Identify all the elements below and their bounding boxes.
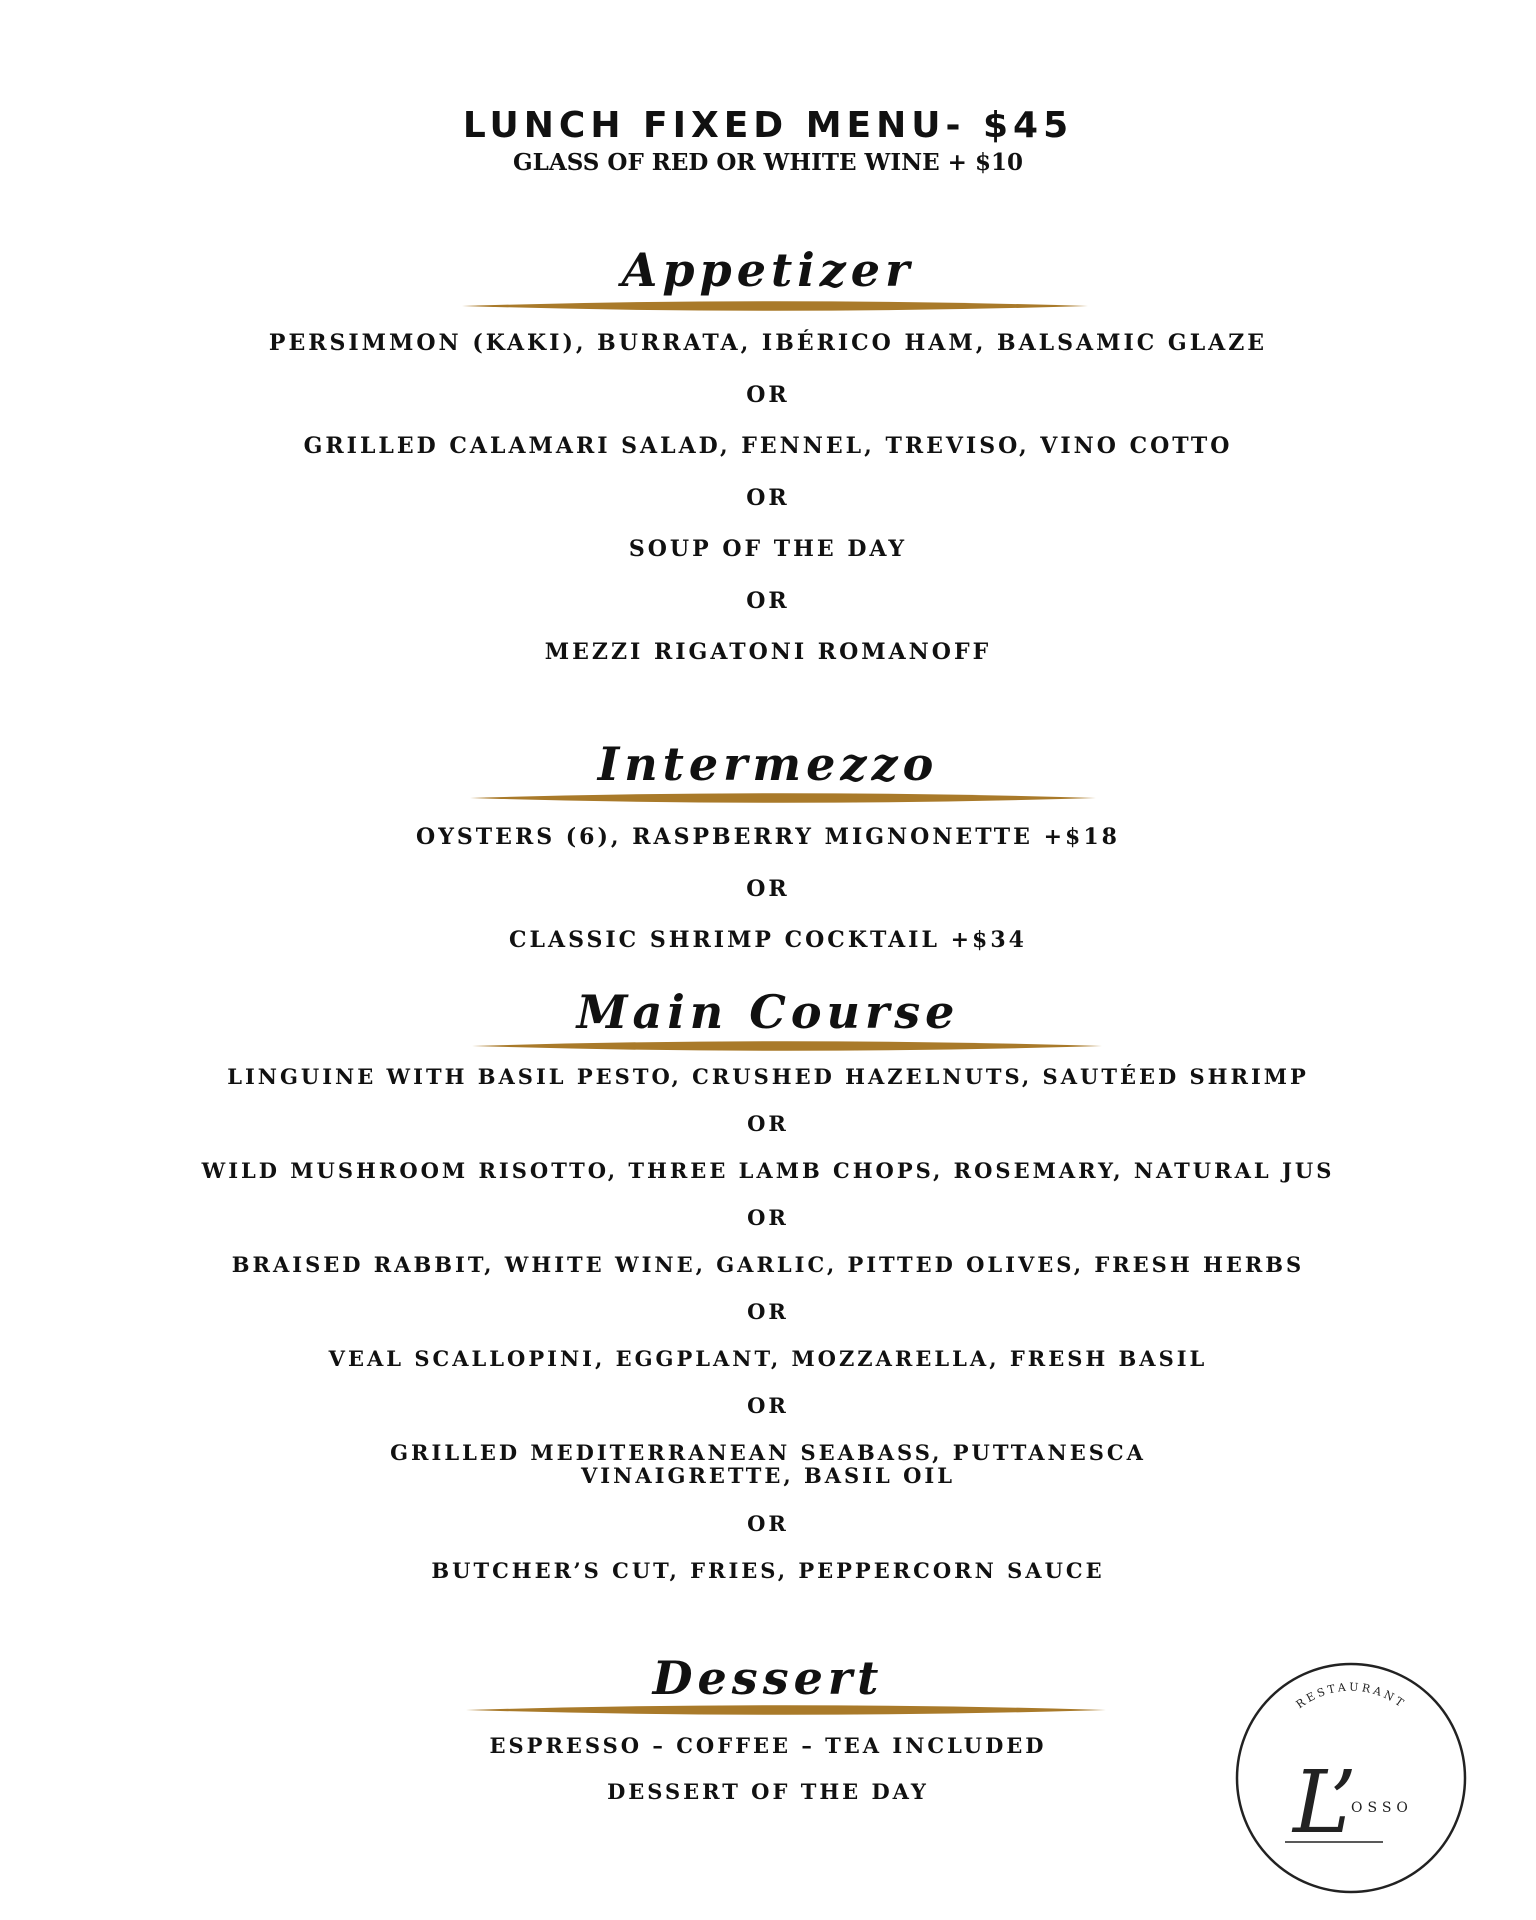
section-title-dessert: Dessert [652,1651,884,1705]
section-divider [470,790,1096,806]
menu-item: WILD MUSHROOM RISOTTO, THREE LAMB CHOPS, ROSEMARY, NATURAL JUS [201,1158,1335,1183]
wine-offer: GLASS OF RED OR WHITE WINE + $10 [513,149,1023,176]
menu-item-continued: VINAIGRETTE, BASIL OIL [581,1463,955,1488]
section-divider [466,1702,1106,1718]
or-separator: OR [747,1511,789,1536]
logo-name: OSSO [1351,1800,1413,1816]
or-separator: OR [747,1393,789,1418]
section-title-appetizer: Appetizer [621,243,915,297]
restaurant-logo [1233,1660,1469,1896]
logo-top-text: RESTAURANT [1293,1680,1409,1712]
section-divider [462,298,1088,314]
menu-item: MEZZI RIGATONI ROMANOFF [544,639,992,665]
menu-item: GRILLED MEDITERRANEAN SEABASS, PUTTANESCA [390,1440,1146,1465]
menu-item: BRAISED RABBIT, WHITE WINE, GARLIC, PITTED OLIVES, FRESH HERBS [231,1252,1305,1277]
logo-letter: L’ [1293,1753,1357,1853]
or-separator: OR [746,382,790,408]
menu-item: BUTCHER’S CUT, FRIES, PEPPERCORN SAUCE [431,1558,1105,1583]
or-separator: OR [746,876,790,902]
menu-item: CLASSIC SHRIMP COCKTAIL +$34 [509,927,1027,953]
or-separator: OR [746,588,790,614]
menu-item: VEAL SCALLOPINI, EGGPLANT, MOZZARELLA, FRESH BASIL [328,1346,1208,1371]
section-title-intermezzo: Intermezzo [597,737,939,791]
svg-text:RESTAURANT [1294,1681,1409,1712]
or-separator: OR [747,1299,789,1324]
menu-item: PERSIMMON (KAKI), BURRATA, IBÉRICO HAM, BALSAMIC GLAZE [268,330,1268,356]
menu-item: LINGUINE WITH BASIL PESTO, CRUSHED HAZELNUTS, SAUTÉED SHRIMP [227,1064,1309,1089]
menu-item: GRILLED CALAMARI SALAD, FENNEL, TREVISO, VINO COTTO [303,433,1233,459]
menu-item: DESSERT OF THE DAY [607,1779,929,1804]
menu-title: LUNCH FIXED MENU- $45 [462,105,1074,146]
or-separator: OR [746,485,790,511]
section-divider [472,1038,1102,1054]
or-separator: OR [747,1111,789,1136]
menu-item: SOUP OF THE DAY [628,536,908,562]
section-title-main-course: Main Course [576,985,960,1039]
logo-ring-icon [1233,1660,1469,1896]
menu-item: OYSTERS (6), RASPBERRY MIGNONETTE +$18 [416,824,1120,850]
or-separator: OR [747,1205,789,1230]
menu-item: ESPRESSO – COFFEE – TEA INCLUDED [489,1733,1047,1758]
